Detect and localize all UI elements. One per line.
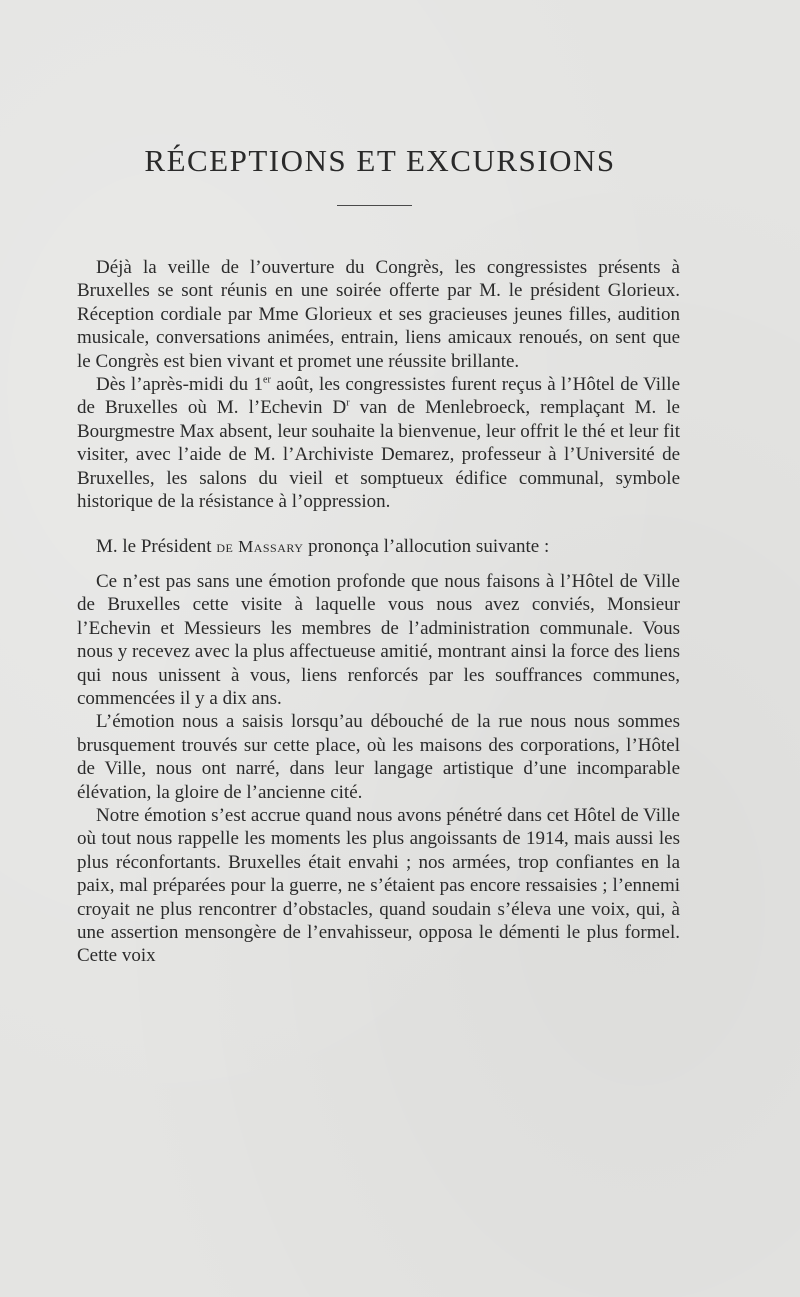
paragraph-text: Dès l’après-midi du 1	[96, 374, 263, 396]
page-title: RÉCEPTIONS ET EXCURSIONS	[144, 143, 616, 178]
paragraph-text: août, les congressistes furent reçus à l’Hôtel de Ville de Bruxelles où M. l’Echevin D	[77, 374, 680, 419]
paragraph-city-hall-visit	[77, 373, 680, 513]
speech-intro-text: prononça l’allocution suivante :	[303, 536, 550, 558]
superscript-er: er	[263, 374, 271, 386]
speech-intro-text: M. le Président	[96, 536, 217, 558]
speech-introduction	[77, 535, 680, 558]
body-text	[77, 256, 680, 968]
title-divider	[337, 205, 412, 206]
speech-paragraph-2: L’émotion nous a saisis lorsqu’au débouché de la rue nous nous sommes brusquement trouvés sur cette place, où les maisons des corporations, l’Hôtel de Ville, nous ont narré, dans leur langage artistique d’une incomparable élévation, la gloire de l’ancienne cité.	[77, 711, 680, 803]
superscript-r: r	[346, 398, 350, 410]
paragraph-eve-reception: Déjà la veille de l’ouverture du Congrès, les congressistes présents à Bruxelles se sont réunis en une soirée offerte par M. le président Glorieux. Réception cordiale par Mme Glorieux et ses gracieuses jeunes filles, audition musicale, conversations animées, entrain, liens amicaux renoués, on sent que le Congrès est bien vivant et promet une réussite brillante.	[77, 257, 680, 372]
speech-paragraph-3: Notre émotion s’est accrue quand nous avons pénétré dans cet Hôtel de Ville où tout nous rappelle les moments les plus angoissants de 1914, mais aussi les plus réconfortants. Bruxelles était envahi ; nos armées, trop confiantes en la paix, mal préparées pour la guerre, ne s’étaient pas encore ressaisies ; l’ennemi croyait ne plus rencontrer d’obstacles, quand soudain s’éleva une voix, qui, à une assertion mensongère de l’envahisseur, opposa le démenti le plus formel. Cette voix	[77, 804, 680, 967]
paragraph-text: van de Menlebroeck, remplaçant M. le Bourgmestre Max absent, leur souhaite la bienvenue, leur offrit le thé et leur fit visiter, avec l’aide de M. l’Archiviste Demarez, professeur à l’Université de Bruxelles, les salons du vieil et somptueux édifice communal, symbole historique de la résistance à l’oppression.	[77, 397, 680, 513]
speech-paragraph-1: Ce n’est pas sans une émotion profonde que nous faisons à l’Hôtel de Ville de Bruxelles cette visite à laquelle vous nous avez conviés, Monsieur l’Echevin et Messieurs les membres de l’administration communale. Vous nous y recevez avec la plus affectueuse amitié, montrant ainsi la force des liens qui nous unissent à vous, liens renforcés par les souffrances communes, commencées il y a dix ans.	[77, 570, 680, 709]
speaker-name: de Massary	[216, 537, 304, 557]
